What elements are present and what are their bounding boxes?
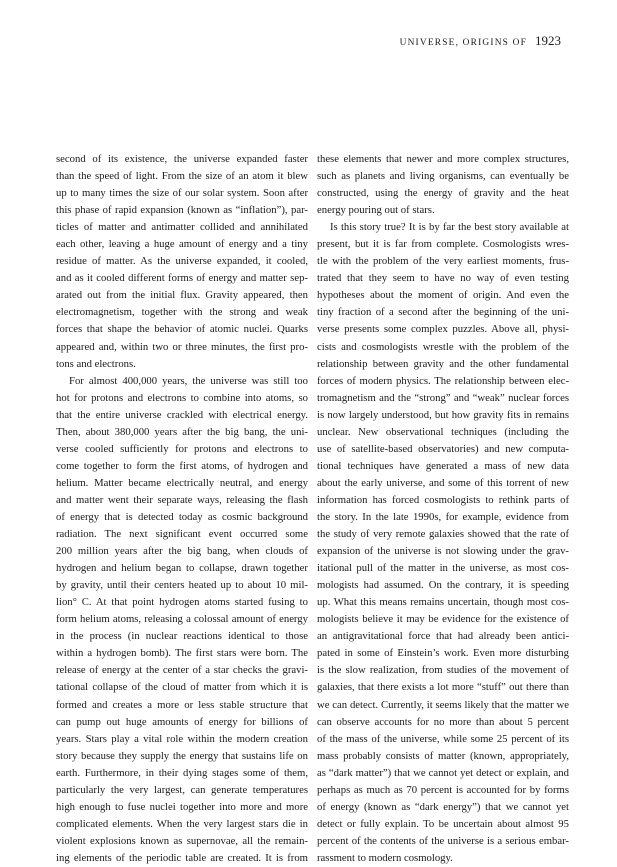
text-line: is now largely understood, but how gravity fits in remains (317, 408, 569, 421)
text-line: mologists had assumed. On the contrary, it is speeding (317, 579, 569, 592)
text-line: mass probably consists of matter (known, appropriately, (317, 749, 569, 762)
text-line: galaxies, that there exists a lot more “stuff” out there than (317, 681, 569, 694)
text-line: 200 million years after the big bang, when clouds of (56, 545, 308, 558)
text-line: that the entire universe crackled with electrical energy. (56, 408, 308, 421)
text-line: come together to form the first atoms, of hydrogen and (56, 459, 308, 472)
text-line: Is this story true? It is by far the best story available at (330, 221, 569, 234)
text-line: information has forced cosmologists to rethink parts of (317, 493, 569, 506)
text-line: these elements that newer and more complex structures, (317, 153, 569, 165)
text-line: tons and electrons. (56, 357, 136, 370)
text-line: trated that they seem to have no way of even testing (317, 272, 569, 285)
text-line: each other, leaving a huge amount of energy and a tiny (56, 238, 308, 251)
text-line: tle with the problem of the very earliest moments, frus- (317, 255, 569, 268)
text-line: high enough to fuse nuclei together into more and more (56, 800, 308, 813)
text-line: can observe accounts for no more than about 5 percent (317, 715, 569, 728)
text-line: energy pouring out of stars. (317, 204, 435, 217)
text-line: hot for protons and electrons to combine into atoms, so (56, 391, 308, 404)
text-line: Then, about 380,000 years after the big bang, the uni- (56, 425, 308, 438)
text-line: relationship between gravity and the other fundamental (317, 357, 569, 370)
text-line: and as it cooled different forms of energy and matter sep- (56, 272, 308, 285)
text-line: use of satellite-based observatories) and new computa- (317, 442, 569, 455)
text-line: appeared and, within two or three minutes, the first pro- (56, 340, 308, 353)
text-line: arated out from the initial flux. Gravity appeared, then (56, 289, 308, 302)
text-line: helium. Matter became electrically neutral, and energy (56, 476, 308, 489)
text-line: For almost 400,000 years, the universe was still too (69, 374, 308, 387)
text-line: rassment to modern cosmology. (317, 851, 453, 864)
text-line: up. What this means remains uncertain, though most cos- (317, 596, 569, 609)
right-text-column (317, 151, 569, 867)
text-line: mologists believe it may be evidence for the existence of (317, 613, 569, 626)
text-line: itational pull of the matter in the universe, as most cos- (317, 562, 569, 575)
text-line: can pump out huge amounts of energy for billions of (56, 715, 308, 728)
text-line: of energy that is detected today as cosmic background (56, 510, 308, 523)
text-line: within a hydrogen bomb). The first stars were born. The (56, 647, 308, 660)
text-line: earth. Furthermore, in their dying stages some of them, (56, 766, 308, 779)
text-line: we can detect. Currently, it seems likely that the matter we (317, 698, 569, 711)
text-line: tional techniques have generated a mass of new data (317, 459, 569, 472)
text-line: is the slow realization, from studies of the movement of (317, 664, 569, 677)
text-line: ticles of matter and antimatter collided and annihilated (56, 221, 308, 234)
text-line: release of energy at the center of a star checks the gravi- (56, 664, 308, 677)
text-line: formed and creates a more or less stable structure that (56, 698, 308, 711)
text-line: of energy (known as “dark energy”) that we cannot yet (317, 800, 569, 813)
text-line: hydrogen and helium began to collapse, drawn together (56, 562, 308, 575)
running-title: UNIVERSE, ORIGINS OF (399, 38, 527, 48)
text-line: second of its existence, the universe expanded faster (56, 153, 308, 165)
text-line: particularly the very largest, can generate temperatures (56, 783, 308, 796)
text-line: cists and cosmologists wrestle with the problem of the (317, 340, 569, 353)
page-number: 1923 (535, 33, 561, 48)
text-line: verse presents some complex puzzles. Above all, physi- (317, 323, 569, 336)
text-line: radiation. The next significant event occurred some (56, 528, 308, 541)
text-line: in the process (in nuclear reactions identical to those (56, 630, 308, 643)
text-line: story because they supply the energy that sustains life on (56, 749, 308, 762)
text-line: constructed, using the energy of gravity and the heat (317, 187, 569, 200)
text-line: lion° C. At that point hydrogen atoms started fusing to (56, 596, 308, 609)
left-text-column (56, 151, 308, 867)
text-line: by gravity, until their centers heated up to about 10 mil- (56, 579, 308, 592)
text-line: tational collapse of the cloud of matter from which it is (56, 681, 308, 694)
text-line: present, but it is far from complete. Cosmologists wres- (317, 238, 569, 251)
text-line: than the speed of light. From the size of an atom it blew (56, 170, 308, 183)
text-line: an antigravitational force that had already been antici- (317, 630, 569, 643)
text-line: violent explosions known as supernovae, all the remain- (56, 834, 308, 847)
text-line: tromagnetism and the “strong” and “weak” nuclear forces (317, 391, 569, 404)
text-line: forces of modern physics. The relationship between elec- (317, 374, 569, 387)
text-line: hypotheses about the moment of origin. And even the (317, 289, 569, 302)
text-line: ing elements of the periodic table are created. It is from (56, 851, 308, 864)
text-line: complicated elements. When the very largest stars die in (56, 817, 308, 830)
running-head (400, 33, 561, 49)
text-line: residue of matter. As the universe expanded, it cooled, (56, 255, 308, 268)
text-line: percent of the contents of the universe is a serious embar- (317, 834, 569, 847)
text-line: up to many times the size of our solar system. Soon after (56, 187, 308, 200)
text-line: about the early universe, and some of this torrent of new (317, 476, 569, 489)
text-line: tiny fraction of a second after the beginning of the uni- (317, 306, 569, 319)
text-line: pated in some of Einstein’s work. Even more disturbing (317, 647, 569, 660)
text-line: of the mass of the universe, while some 25 percent of its (317, 732, 569, 745)
text-line: years. Stars play a vital role within the modern creation (56, 732, 308, 745)
text-line: such as planets and living organisms, can eventually be (317, 170, 569, 183)
text-line: unclear. New observational techniques (including the (317, 425, 569, 438)
text-line: form helium atoms, releasing a colossal amount of energy (56, 613, 308, 626)
text-line: this phase of rapid expansion (known as “inflation”), par- (56, 204, 308, 217)
text-line: and matter went their separate ways, releasing the flash (56, 493, 308, 506)
text-line: verse cooled sufficiently for protons and electrons to (56, 442, 308, 455)
text-line: forces that shape the behavior of atomic nuclei. Quarks (56, 323, 308, 336)
text-line: the story. In the late 1990s, for example, evidence from (317, 510, 569, 523)
text-line: expansion of the universe is not slowing under the grav- (317, 545, 569, 558)
text-line: electromagnetism, together with the strong and weak (56, 306, 308, 319)
text-line: perhaps as much as 70 percent is accounted for by forms (317, 783, 569, 796)
text-line: the study of very remote galaxies showed that the rate of (317, 528, 569, 541)
text-line: as “dark matter”) that we cannot yet detect or explain, and (317, 766, 569, 779)
text-line: detect or fully explain. To be uncertain about almost 95 (317, 817, 569, 830)
